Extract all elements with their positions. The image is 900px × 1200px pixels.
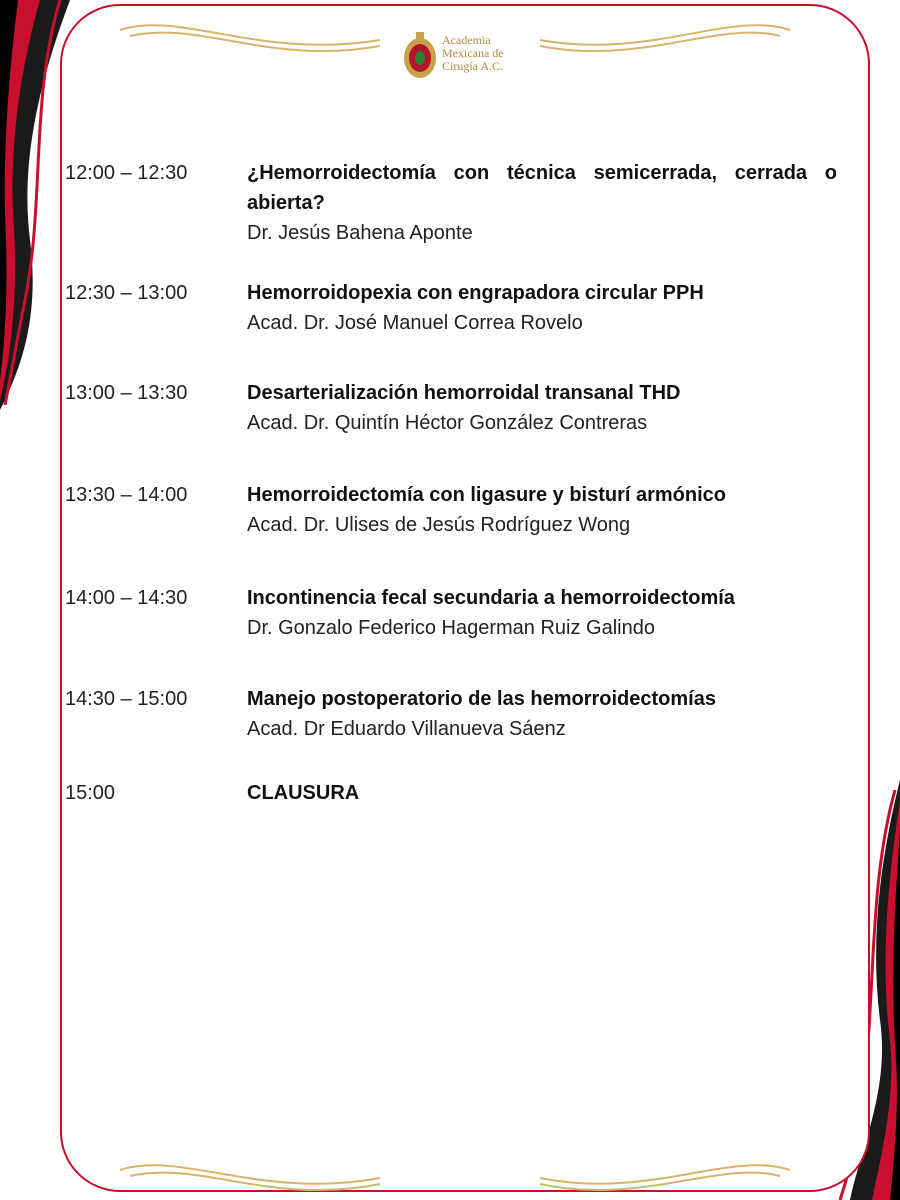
logo-line-1: Academia: [442, 33, 491, 47]
session-time: 14:00 – 14:30: [65, 587, 188, 609]
session-time: 12:00 – 12:30: [65, 162, 188, 184]
session-time: 14:30 – 15:00: [65, 688, 188, 710]
academy-logo: [400, 28, 510, 84]
session-title: Manejo postoperatorio de las hemorroidectomías: [247, 688, 716, 710]
session-title: CLAUSURA: [247, 782, 360, 804]
session-speaker: Acad. Dr. Ulises de Jesús Rodríguez Wong: [247, 514, 631, 536]
session-speaker: Acad. Dr. José Manuel Correa Rovelo: [247, 312, 583, 334]
logo-line-3: Cirugía A.C.: [442, 59, 504, 73]
session-title: Hemorroidectomía con ligasure y bisturí armónico: [247, 484, 727, 506]
session-time: 12:30 – 13:00: [65, 282, 188, 304]
session-speaker: Acad. Dr Eduardo Villanueva Sáenz: [247, 718, 566, 740]
session-title: Desarterialización hemorroidal transanal THD: [247, 382, 681, 404]
session-time: 13:00 – 13:30: [65, 382, 188, 404]
logo-wordmark: [442, 34, 518, 73]
session-time: 13:30 – 14:00: [65, 484, 188, 506]
session-speaker: Dr. Gonzalo Federico Hagerman Ruiz Galindo: [247, 617, 655, 639]
session-title: Hemorroidopexia con engrapadora circular PPH: [247, 282, 704, 304]
logo-line-2: Mexicana de: [442, 46, 504, 60]
session-speaker: Dr. Jesús Bahena Aponte: [247, 222, 473, 244]
session-title: ¿Hemorroidectomía con técnica semicerrada, cerrada o abierta?: [247, 162, 837, 214]
session-title: Incontinencia fecal secundaria a hemorroidectomía: [247, 587, 735, 609]
session-time: 15:00: [65, 782, 116, 804]
session-speaker: Acad. Dr. Quintín Héctor González Contreras: [247, 412, 648, 434]
crest-icon: [400, 28, 440, 84]
